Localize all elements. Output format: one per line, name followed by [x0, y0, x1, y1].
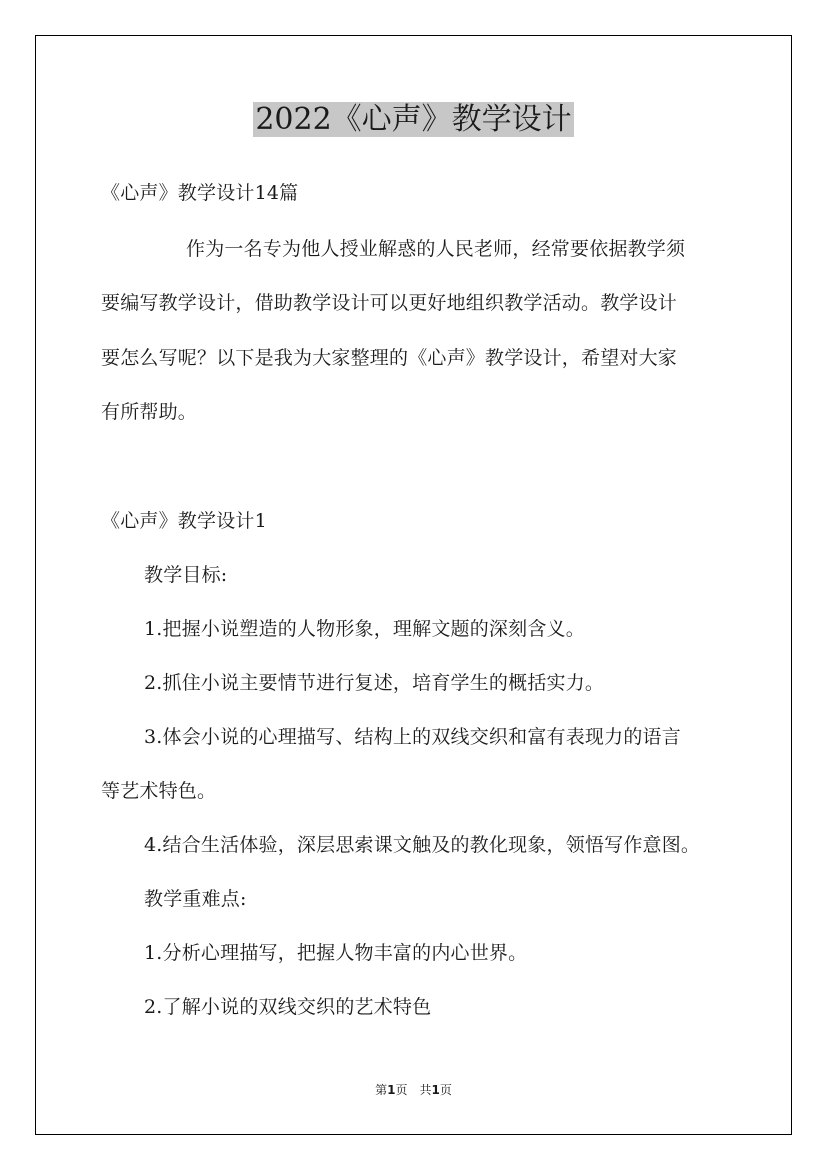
goals-heading: 教学目标:: [144, 564, 228, 586]
goal-item-3: 3.体会小说的心理描写、结构上的双线交织和富有表现力的语言: [144, 726, 681, 748]
footer-page-number: 1: [387, 1083, 396, 1097]
goal-item-2: 2.抓住小说主要情节进行复述，培育学生的概括实力。: [144, 672, 605, 694]
goal-item-3-cont: 等艺术特色。: [101, 780, 217, 802]
footer-page-total: 1: [431, 1083, 440, 1097]
key-point-2: 2.了解小说的双线交织的艺术特色: [144, 996, 432, 1018]
footer-mid: 页 共: [395, 1083, 432, 1097]
intro-line-1: 作为一名专为他人授业解惑的人民老师，经常要依据教学须: [186, 238, 686, 260]
document-title: [0, 100, 827, 140]
footer-suffix: 页: [439, 1083, 452, 1097]
section1-heading: 《心声》教学设计1: [101, 510, 267, 532]
intro-line-3: 要怎么写呢？以下是我为大家整理的《心声》教学设计，希望对大家: [101, 347, 678, 369]
goal-item-4: 4.结合生活体验，深层思索课文触及的教化现象，领悟写作意图。: [144, 834, 701, 856]
intro-line-4: 有所帮助。: [101, 401, 198, 423]
page-footer: [0, 1082, 827, 1098]
key-point-1: 1.分析心理描写，把握人物丰富的内心世界。: [144, 942, 528, 964]
intro-line-2: 要编写教学设计，借助教学设计可以更好地组织教学活动。教学设计: [101, 292, 678, 314]
document-subtitle: 《心声》教学设计14篇: [101, 182, 299, 204]
document-title-text: 2022《心声》教学设计: [255, 102, 572, 137]
footer-prefix: 第: [375, 1083, 388, 1097]
goal-item-1: 1.把握小说塑造的人物形象，理解文题的深刻含义。: [144, 618, 585, 640]
key-points-heading: 教学重难点:: [144, 888, 247, 910]
